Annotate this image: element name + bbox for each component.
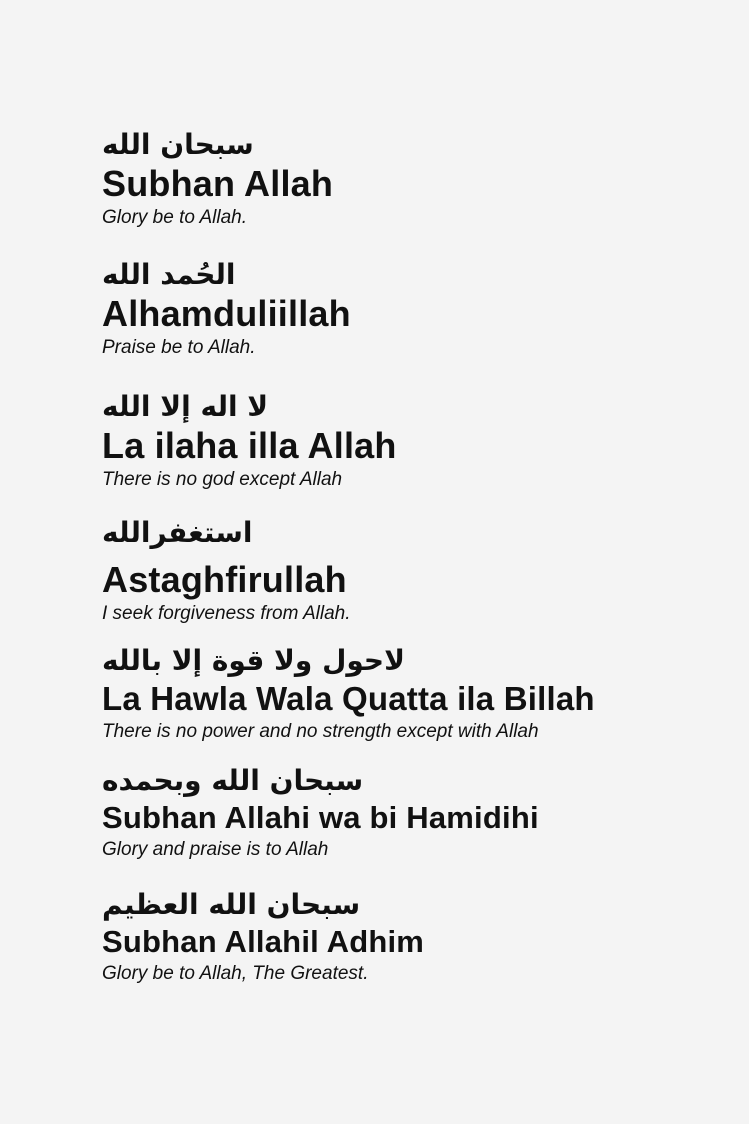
meaning-text: I seek forgiveness from Allah. [102, 603, 351, 624]
transliteration-heading: Subhan Allah [102, 163, 334, 204]
phrase-astaghfirullah [102, 516, 722, 626]
arabic-text: سبحان الله العظيم [102, 888, 361, 921]
phrase-subhan-allah [102, 128, 722, 230]
transliteration-heading: La ilaha illa Allah [102, 425, 397, 466]
arabic-text: الحُمد الله [102, 258, 236, 291]
arabic-text: سبحان الله [102, 128, 254, 161]
arabic-text: سبحان الله وبحمده [102, 764, 364, 797]
meaning-text: Glory and praise is to Allah [102, 839, 329, 860]
meaning-text: There is no god except Allah [102, 469, 343, 490]
meaning-text: Glory be to Allah, The Greatest. [102, 963, 369, 984]
arabic-text: استغفرالله [102, 516, 253, 549]
arabic-text: لاحول ولا قوة إلا بالله [102, 644, 405, 677]
meaning-text: Glory be to Allah. [102, 207, 248, 228]
transliteration-heading: Alhamduliillah [102, 293, 351, 334]
meaning-text: Praise be to Allah. [102, 337, 256, 358]
arabic-text: لا اله إلا الله [102, 390, 269, 423]
transliteration-heading: Subhan Allahi wa bi Hamidihi [102, 800, 539, 835]
transliteration-heading: Subhan Allahil Adhim [102, 924, 425, 959]
phrase-subhan-allahil-adhim [102, 888, 722, 986]
phrase-la-ilaha-illa-allah [102, 390, 722, 492]
transliteration-heading: Astaghfirullah [102, 559, 347, 600]
meaning-text: There is no power and no strength except with Allah [102, 721, 539, 742]
phrase-alhamdulillah [102, 258, 722, 360]
transliteration-heading: La Hawla Wala Quatta ila Billah [102, 680, 595, 717]
phrase-la-hawla [102, 644, 722, 744]
phrase-subhan-allahi-wa-bi-hamdihi [102, 764, 722, 862]
